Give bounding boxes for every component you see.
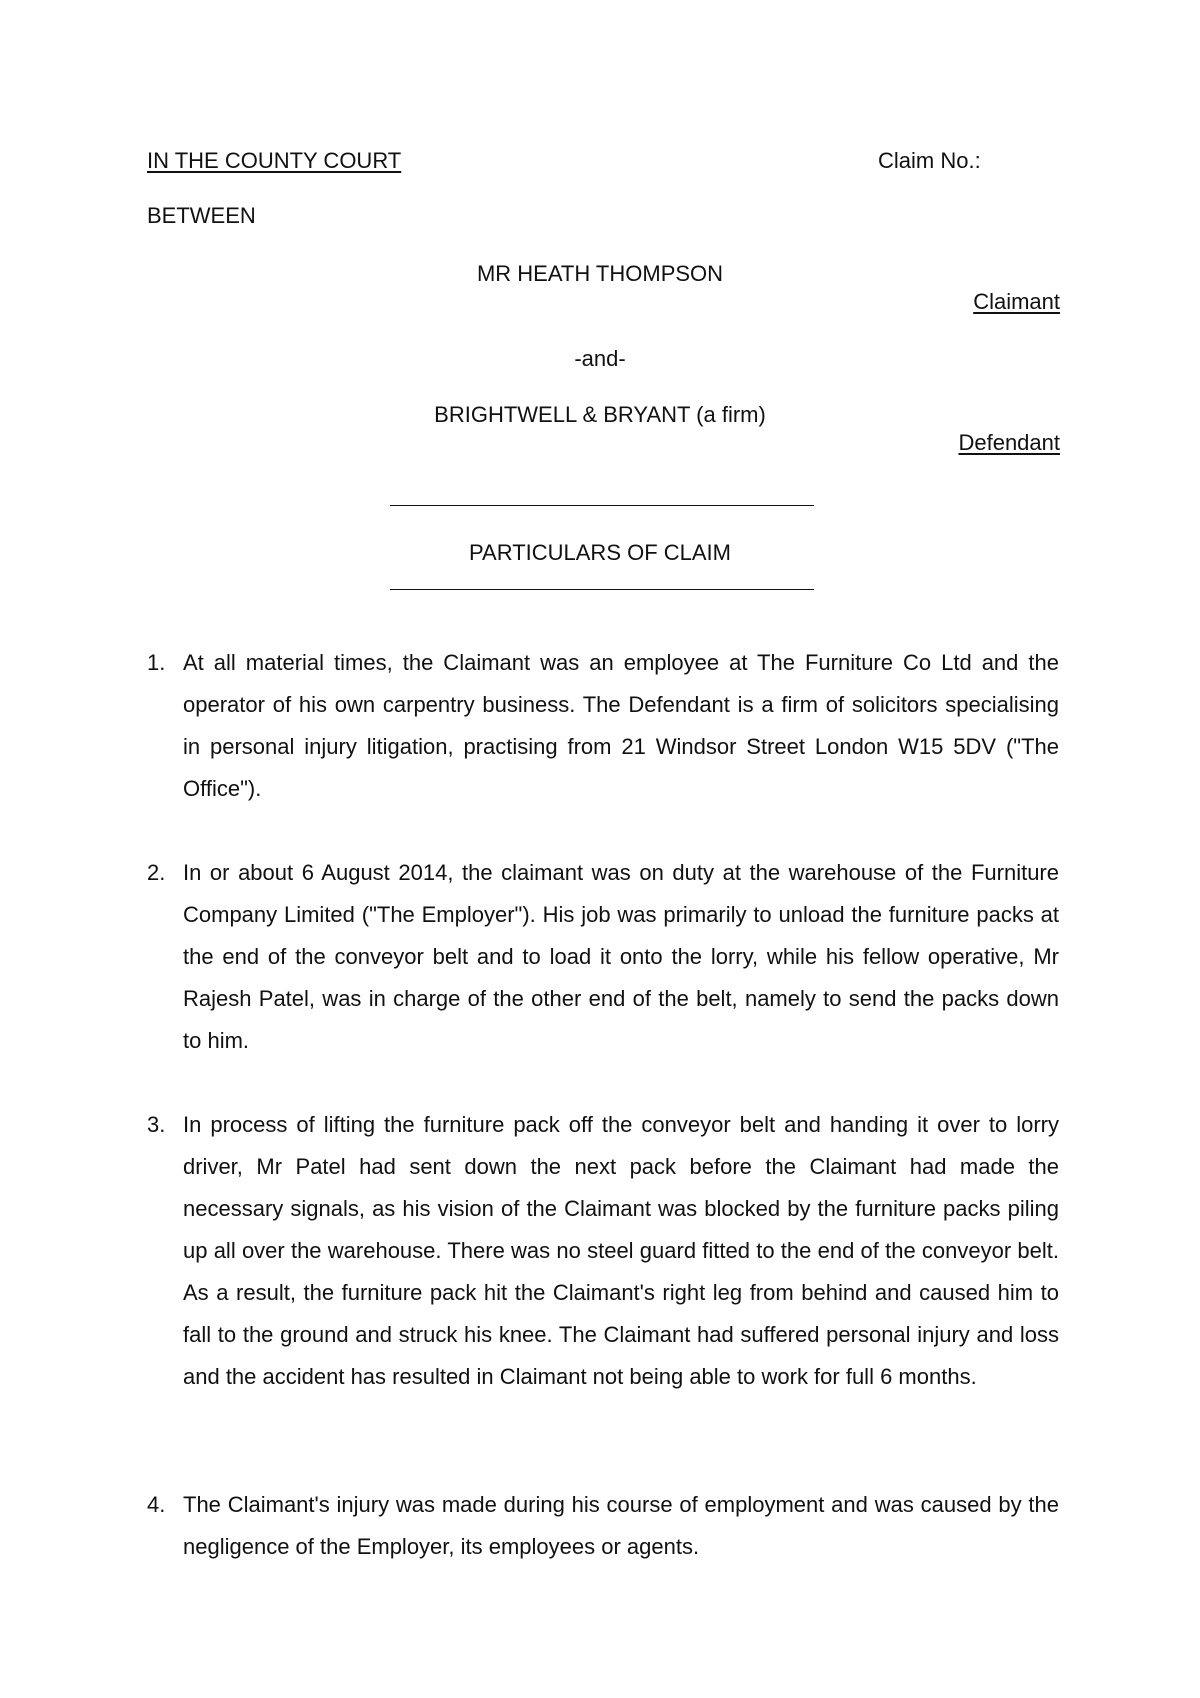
title-rule-bottom <box>390 589 814 590</box>
defendant-role: Defendant <box>958 430 1060 455</box>
paragraph-4 <box>147 1484 1059 1568</box>
title-rule-top <box>390 505 814 506</box>
claimant-name: MR HEATH THOMPSON <box>476 261 724 286</box>
paragraph-2 <box>147 852 1059 1062</box>
defendant-name: BRIGHTWELL & BRYANT (a firm) <box>434 402 766 427</box>
paragraph-number: 1. <box>147 650 166 675</box>
claimant-role: Claimant <box>973 289 1060 314</box>
paragraph-1 <box>147 642 1059 810</box>
paragraph-number: 4. <box>147 1492 166 1517</box>
paragraph-3 <box>147 1104 1059 1398</box>
paragraph-text: In process of lifting the furniture pack off the conveyor belt and handing it over to lorry driver, Mr Patel had sent down the next pack before the Claimant had made the necessary signals, as his vision of the Claimant was blocked by the furniture packs piling up all over the warehouse. There was no steel guard fitted to the end of the conveyor belt. As a result, the furniture pack hit the Claimant's right leg from behind and caused him to fall to the ground and struck his knee. The Claimant had suffered personal injury and loss and the accident has resulted in Claimant not being able to work for full 6 months. <box>183 1112 1059 1389</box>
and-separator: -and- <box>574 346 626 371</box>
paragraph-number: 2. <box>147 860 166 885</box>
claim-number-label: Claim No.: <box>878 148 981 173</box>
between-label: BETWEEN <box>147 203 256 228</box>
document-title: PARTICULARS OF CLAIM <box>468 540 731 565</box>
paragraph-text: At all material times, the Claimant was an employee at The Furniture Co Ltd and the operator of his own carpentry business. The Defendant is a firm of solicitors specialising in personal injury litigation, practising from 21 Windsor Street London W15 5DV ("The Office"). <box>183 650 1059 801</box>
paragraph-number: 3. <box>147 1112 166 1137</box>
paragraph-text: In or about 6 August 2014, the claimant was on duty at the warehouse of the Furniture Company Limited ("The Employer"). His job was primarily to unload the furniture packs at the end of the conveyor belt and to load it onto the lorry, while his fellow operative, Mr Rajesh Patel, was in charge of the other end of the belt, namely to send the packs down to him. <box>183 860 1059 1053</box>
court-heading: IN THE COUNTY COURT <box>147 148 402 173</box>
paragraph-text: The Claimant's injury was made during his course of employment and was caused by the negligence of the Employer, its employees or agents. <box>183 1492 1059 1559</box>
